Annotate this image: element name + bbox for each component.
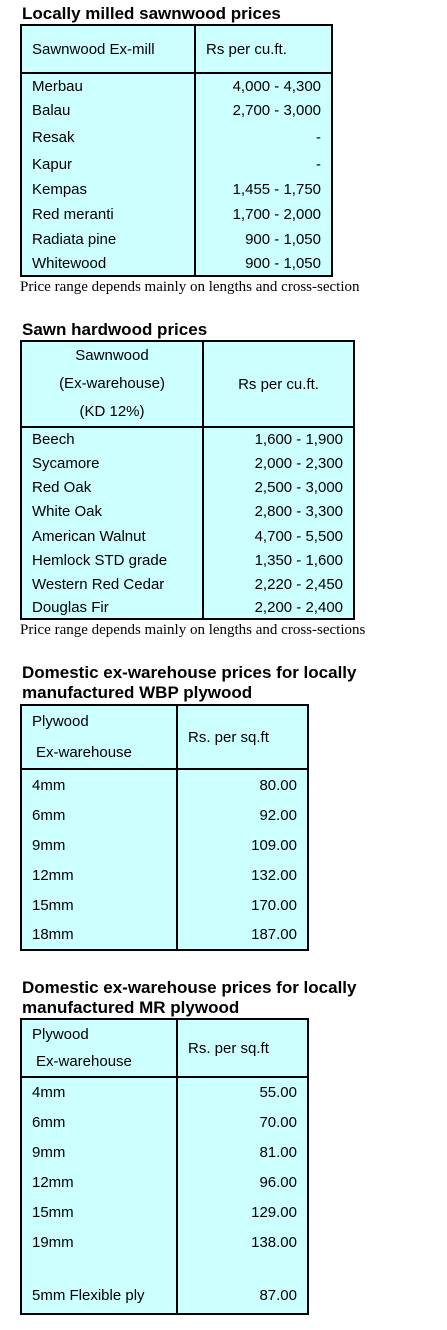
table-row — [21, 427, 354, 451]
wood-name: Balau — [21, 98, 195, 123]
plywood-price: 132.00 — [251, 866, 297, 884]
price-range: - — [316, 129, 321, 146]
wood-name: Resak — [21, 123, 195, 152]
plywood-thickness: 5mm Flexible ply — [21, 1257, 177, 1314]
table-row — [21, 769, 308, 800]
price-range: 2,220 - 2,450 — [254, 575, 343, 593]
table-row — [21, 548, 354, 572]
price-range: 1,350 - 1,600 — [254, 551, 343, 569]
plywood-thickness: 6mm — [21, 1107, 177, 1137]
section-title-sawn-hardwood: Sawn hardwood prices — [22, 320, 208, 339]
price-range: 2,700 - 3,000 — [232, 102, 321, 119]
price-range: 2,000 - 2,300 — [254, 454, 343, 472]
table-row — [21, 572, 354, 596]
header-line: Plywood — [32, 713, 89, 730]
plywood-thickness: 15mm — [21, 890, 177, 920]
wood-name: White Oak — [21, 499, 203, 524]
price-header: Rs per cu.ft. — [195, 25, 332, 73]
wood-name: Kapur — [21, 152, 195, 177]
wood-name: Kempas — [21, 177, 195, 202]
plywood-thickness: 12mm — [21, 860, 177, 890]
plywood-thickness: 4mm — [21, 1077, 177, 1107]
wood-name: Sycamore — [21, 451, 203, 475]
plywood-thickness: 19mm — [21, 1227, 177, 1257]
price-range: 1,700 - 2,000 — [232, 206, 321, 223]
item-header — [21, 705, 177, 769]
plywood-price: 109.00 — [251, 836, 297, 854]
price-header: Rs per cu.ft. — [203, 341, 354, 427]
table-row — [21, 800, 308, 830]
plywood-thickness: 12mm — [21, 1167, 177, 1197]
item-header: Sawnwood Ex-mill — [21, 25, 195, 73]
table-row — [21, 596, 354, 619]
wood-name: Western Red Cedar — [21, 572, 203, 596]
header-line: (KD 12%) — [79, 403, 145, 420]
plywood-price: 129.00 — [251, 1203, 297, 1221]
price-header: Rs. per sq.ft — [177, 705, 308, 769]
table-row — [21, 123, 332, 152]
wood-name: Douglas Fir — [21, 596, 203, 619]
plywood-price: 138.00 — [251, 1233, 297, 1251]
price-range: 900 - 1,050 — [245, 231, 321, 248]
header-line: (Ex-warehouse) — [59, 375, 165, 392]
plywood-thickness: 9mm — [21, 830, 177, 860]
price-range: 2,800 - 3,300 — [254, 503, 343, 520]
price-range: - — [316, 156, 321, 173]
plywood-price: 55.00 — [259, 1084, 297, 1101]
table-row — [21, 524, 354, 548]
item-header — [21, 1019, 177, 1077]
price-range: 1,600 - 1,900 — [254, 431, 343, 448]
table-row — [21, 1227, 308, 1257]
plywood-price: 187.00 — [251, 926, 297, 943]
plywood-thickness: 6mm — [21, 800, 177, 830]
table-row — [21, 830, 308, 860]
plywood-thickness: 9mm — [21, 1137, 177, 1167]
table-row — [21, 202, 332, 227]
header-line: Ex-warehouse — [36, 1053, 132, 1070]
price-range: 900 - 1,050 — [245, 255, 321, 272]
plywood-thickness: 4mm — [21, 769, 177, 800]
price-range: 4,700 - 5,500 — [254, 527, 343, 545]
plywood-price: 170.00 — [251, 896, 297, 914]
table-row — [21, 920, 308, 950]
wood-name: Whitewood — [21, 252, 195, 276]
wood-name: Hemlock STD grade — [21, 548, 203, 572]
price-range: 1,455 - 1,750 — [232, 181, 321, 198]
price-range: 2,200 - 2,400 — [254, 598, 343, 616]
plywood-price: 92.00 — [259, 806, 297, 824]
plywood-price: 81.00 — [259, 1143, 297, 1161]
wood-name: American Walnut — [21, 524, 203, 548]
plywood-price: 70.00 — [259, 1113, 297, 1131]
table-row — [21, 177, 332, 202]
table-row — [21, 152, 332, 177]
wood-name: Beech — [21, 427, 203, 451]
table-row — [21, 227, 332, 252]
table-row — [21, 1107, 308, 1137]
table-row — [21, 1137, 308, 1167]
price-table-locally-milled-sawnwood — [20, 24, 333, 277]
header-line: Ex-warehouse — [36, 744, 132, 761]
header-line: Plywood — [32, 1026, 89, 1043]
plywood-price: 96.00 — [259, 1173, 297, 1191]
plywood-thickness: 15mm — [21, 1197, 177, 1227]
wood-name: Red Oak — [21, 475, 203, 499]
price-note: Price range depends mainly on lengths and cross-sections — [20, 622, 366, 638]
table-row — [21, 1077, 308, 1107]
table-row — [21, 499, 354, 524]
header-line: Sawnwood — [75, 347, 149, 364]
table-row — [21, 860, 308, 890]
table-row — [21, 451, 354, 475]
price-note: Price range depends mainly on lengths and cross-section — [20, 279, 360, 295]
price-table-wbp-plywood — [20, 704, 309, 951]
table-row — [21, 890, 308, 920]
wood-name: Red meranti — [21, 202, 195, 227]
section-title-locally-milled-sawnwood: Locally milled sawnwood prices — [22, 4, 281, 23]
section-title-mr-plywood: Domestic ex-warehouse prices for locally manufactured MR plywood — [22, 978, 357, 1017]
table-row — [21, 1197, 308, 1227]
table-row — [21, 73, 332, 98]
price-header: Rs. per sq.ft — [177, 1019, 308, 1077]
table-row — [21, 252, 332, 276]
plywood-price: 80.00 — [259, 776, 297, 794]
wood-name: Merbau — [21, 73, 195, 98]
table-row — [21, 98, 332, 123]
table-row — [21, 1167, 308, 1197]
price-range: 4,000 - 4,300 — [232, 77, 321, 95]
price-table-sawn-hardwood — [20, 340, 355, 620]
section-title-wbp-plywood: Domestic ex-warehouse prices for locally manufactured WBP plywood — [22, 663, 357, 702]
price-range: 2,500 - 3,000 — [254, 478, 343, 496]
wood-name: Radiata pine — [21, 227, 195, 252]
table-row — [21, 1257, 308, 1314]
plywood-price: 87.00 — [259, 1286, 297, 1304]
table-row — [21, 475, 354, 499]
plywood-thickness: 18mm — [21, 920, 177, 950]
price-table-mr-plywood — [20, 1018, 309, 1315]
item-header — [21, 341, 203, 427]
